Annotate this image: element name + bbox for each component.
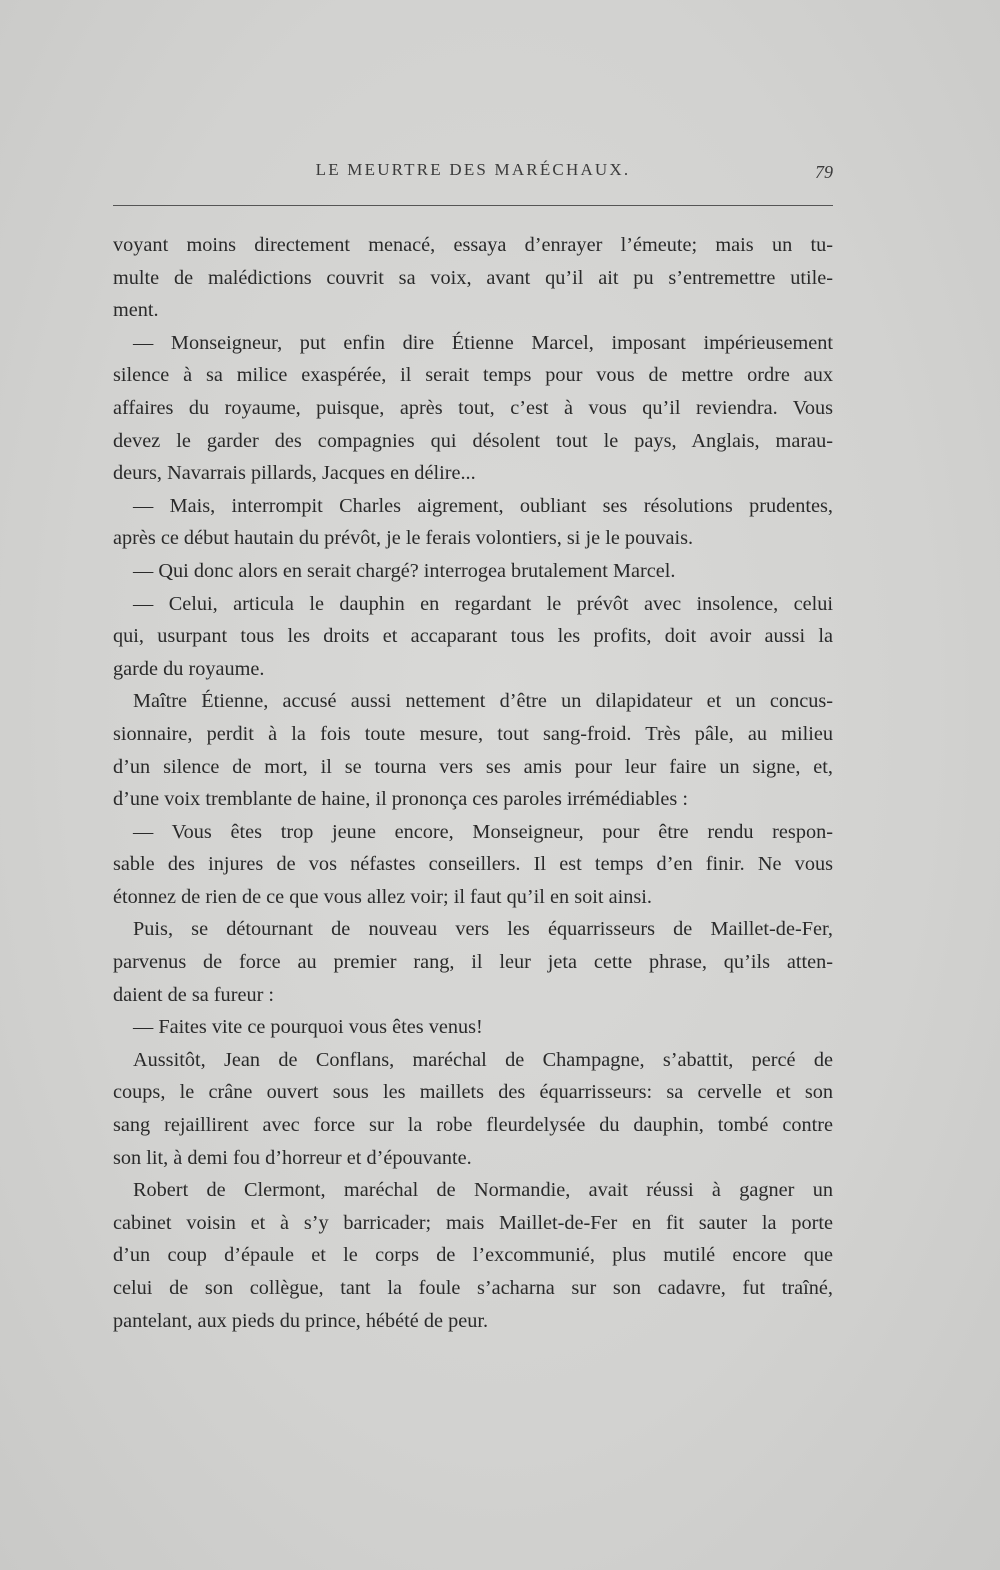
text-line: — Faites vite ce pourquoi vous êtes venus!	[133, 1016, 483, 1039]
page-number: 79	[815, 162, 833, 182]
header-rule	[113, 205, 833, 206]
text-line: sionnaire, perdit à la fois toute mesure, tout sang-froid. Très pâle, au milieu	[113, 722, 833, 745]
text-line: son lit, à demi fou d’horreur et d’épouvante.	[113, 1146, 472, 1169]
text-line: d’une voix tremblante de haine, il prononça ces paroles irrémédiables :	[113, 788, 688, 811]
body-text	[113, 229, 833, 1337]
text-line: étonnez de rien de ce que vous allez voir; il faut qu’il en soit ainsi.	[113, 885, 652, 908]
text-line: affaires du royaume, puisque, après tout, c’est à vous qu’il reviendra. Vous	[113, 396, 833, 419]
text-line: sang rejaillirent avec force sur la robe fleurdelysée du dauphin, tombé contre	[113, 1114, 833, 1137]
text-line: devez le garder des compagnies qui désolent tout le pays, Anglais, marau-	[113, 429, 833, 452]
text-line: d’un silence de mort, il se tourna vers ses amis pour leur faire un signe, et,	[113, 755, 833, 778]
text-line: Puis, se détournant de nouveau vers les équarrisseurs de Maillet-de-Fer,	[133, 918, 833, 941]
text-line: — Qui donc alors en serait chargé? interrogea brutalement Marcel.	[133, 559, 676, 582]
text-line: garde du royaume.	[113, 657, 265, 680]
text-line: ment.	[113, 299, 159, 322]
text-line: d’un coup d’épaule et le corps de l’excommunié, plus mutilé encore que	[113, 1244, 833, 1267]
text-line: silence à sa milice exaspérée, il serait temps pour vous de mettre ordre aux	[113, 364, 833, 387]
text-line: voyant moins directement menacé, essaya d’enrayer l’émeute; mais un tu-	[113, 234, 833, 256]
text-line: pantelant, aux pieds du prince, hébété de peur.	[113, 1309, 489, 1332]
running-head	[113, 160, 833, 188]
text-line: qui, usurpant tous les droits et accaparant tous les profits, doit avoir aussi la	[113, 625, 833, 648]
text-line: — Vous êtes trop jeune encore, Monseigneur, pour être rendu respon-	[133, 820, 833, 843]
text-line: Aussitôt, Jean de Conflans, maréchal de Champagne, s’abattit, percé de	[133, 1048, 833, 1071]
text-line: — Mais, interrompit Charles aigrement, oubliant ses résolutions prudentes,	[133, 494, 833, 517]
text-line: Robert de Clermont, maréchal de Normandie, avait réussi à gagner un	[133, 1179, 833, 1202]
text-line: multe de malédictions couvrit sa voix, avant qu’il ait pu s’entremettre utile-	[113, 266, 833, 289]
text-line: Maître Étienne, accusé aussi nettement d’être un dilapidateur et un concus-	[133, 690, 833, 713]
text-line: celui de son collègue, tant la foule s’acharna sur son cadavre, fut traîné,	[113, 1277, 833, 1299]
running-title: LE MEURTRE DES MARÉCHAUX.	[315, 160, 631, 179]
text-line: — Monseigneur, put enfin dire Étienne Marcel, imposant impérieusement	[133, 331, 833, 354]
text-line: après ce début hautain du prévôt, je le ferais volontiers, si je le pouvais.	[113, 527, 694, 550]
text-line: sable des injures de vos néfastes conseillers. Il est temps d’en finir. Ne vous	[113, 853, 833, 876]
text-line: coups, le crâne ouvert sous les maillets des équarrisseurs: sa cervelle et son	[113, 1081, 833, 1104]
text-line: parvenus de force au premier rang, il leur jeta cette phrase, qu’ils atten-	[113, 951, 833, 974]
text-line: — Celui, articula le dauphin en regardant le prévôt avec insolence, celui	[133, 592, 833, 615]
text-line: deurs, Navarrais pillards, Jacques en délire...	[113, 462, 476, 485]
text-line: daient de sa fureur :	[113, 983, 275, 1006]
text-line: cabinet voisin et à s’y barricader; mais Maillet-de-Fer en fit sauter la porte	[113, 1211, 833, 1234]
